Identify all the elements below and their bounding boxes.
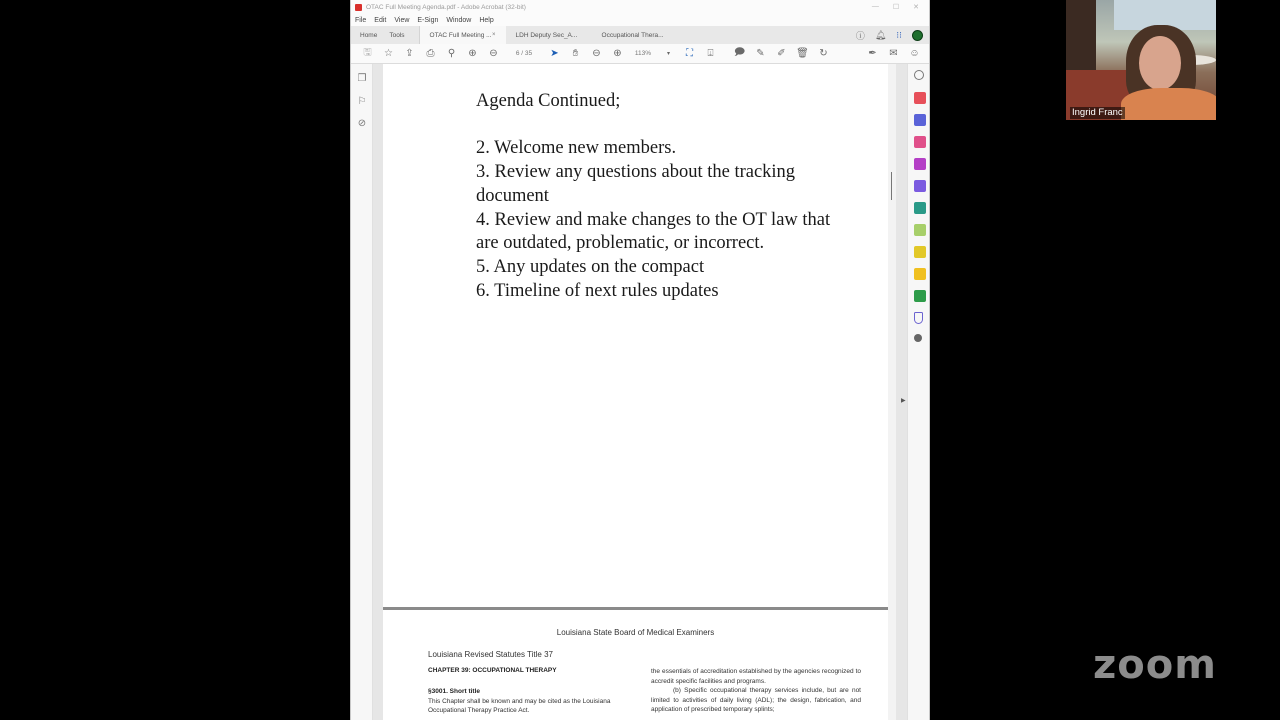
menu-view[interactable]: View (394, 16, 410, 24)
help-icon[interactable]: ⓘ (855, 31, 865, 41)
share-user-icon[interactable]: ☺ (909, 48, 920, 59)
minimize-button[interactable]: — (871, 3, 879, 10)
tab-ldh-deputy[interactable]: LDH Deputy Sec_A... (515, 31, 578, 39)
page-header: Louisiana State Board of Medical Examiners (556, 628, 715, 637)
acrobat-window (350, 0, 930, 720)
agenda-heading: Agenda Continued; (476, 91, 621, 111)
right-column-text: the essentials of accreditation established by the agencies recognized to accredit specific facilities and programs. (b) Specific occupational therapy services include, but are not limited to activities of daily living (ADL); the design, fabrication, and application of prescribed temporary splints; (651, 668, 861, 714)
zoom-out-icon[interactable]: ⊖ (592, 48, 601, 59)
tab-bar (351, 26, 929, 44)
edit-pdf-icon[interactable] (914, 202, 926, 214)
zoom-level-dropdown[interactable]: 113% (634, 50, 652, 57)
tab-label: OTAC Full Meeting ... (429, 31, 492, 39)
comment-icon[interactable]: 🗩 (733, 47, 746, 58)
next-page-icon[interactable]: ⊖ (489, 48, 498, 59)
comment-tool-icon[interactable] (914, 268, 926, 280)
close-tab-icon[interactable]: × (492, 32, 496, 38)
menu-window[interactable]: Window (446, 16, 472, 24)
participant-face (1139, 36, 1181, 90)
request-signature-icon[interactable] (914, 158, 926, 170)
organize-pages-icon[interactable] (914, 136, 926, 148)
protect-shield-icon[interactable] (914, 312, 923, 324)
tab-otac-agenda[interactable] (420, 26, 506, 44)
pdf-page-7 (383, 610, 888, 720)
section-heading: §3001. Short title (428, 688, 481, 695)
main-toolbar (351, 44, 929, 64)
vertical-scrollbar[interactable] (888, 64, 896, 720)
fill-sign-icon[interactable] (914, 180, 926, 192)
print-production-icon[interactable] (914, 290, 926, 302)
video-background-shelf (1066, 0, 1096, 80)
upload-cloud-icon[interactable]: ⇪ (405, 48, 414, 59)
document-viewport[interactable] (373, 64, 908, 720)
scan-ocr-icon[interactable] (914, 246, 926, 258)
bookmark-icon[interactable]: ⚐ (357, 96, 367, 107)
acrobat-icon (355, 4, 362, 11)
agenda-item: 3. Review any questions about the tracking document (476, 162, 796, 206)
page-thumbnails-icon[interactable]: ❐ (357, 73, 367, 84)
left-navigation-rail (351, 64, 373, 720)
save-icon[interactable]: 🖫︎ (363, 47, 372, 58)
close-button[interactable]: ✕ (913, 4, 919, 11)
highlight-pen-icon[interactable]: ✎ (756, 48, 765, 59)
attachment-icon[interactable]: ⊘ (357, 118, 367, 129)
menu-bar (351, 14, 929, 26)
participant-body (1121, 88, 1216, 120)
scrollbar-thumb[interactable] (891, 172, 892, 200)
statute-title: Louisiana Revised Statutes Title 37 (428, 650, 553, 659)
zoom-in-icon[interactable]: ⊕ (613, 48, 622, 59)
title-bar (351, 0, 929, 14)
tab-occupational-therapy[interactable]: Occupational Thera... (601, 31, 664, 39)
participant-video[interactable] (1066, 0, 1216, 120)
tools-rail (907, 64, 930, 720)
pdf-page-6 (383, 64, 888, 607)
bell-icon[interactable]: 🔔︎ (874, 30, 887, 40)
agenda-item: 5. Any updates on the compact (476, 256, 705, 277)
agenda-item: 2. Welcome new members. (476, 138, 677, 159)
tab-home[interactable]: Home (360, 31, 378, 39)
agenda-item: 4. Review and make changes to the OT law that are outdated, problematic, or incorrect. (476, 209, 831, 254)
scroll-mode-icon[interactable]: ⍗ (707, 48, 714, 59)
menu-edit[interactable]: Edit (374, 16, 387, 24)
hand-tool-icon[interactable]: ✋︎ (572, 48, 579, 59)
create-pdf-icon[interactable] (914, 92, 926, 104)
compress-icon[interactable] (914, 224, 926, 236)
collapse-right-panel-icon[interactable]: ▶ (901, 398, 906, 404)
previous-page-icon[interactable]: ⊕ (468, 48, 477, 59)
zoom-logo: zoom (1093, 642, 1217, 688)
agenda-text (476, 90, 856, 303)
user-avatar[interactable] (912, 30, 923, 41)
zoom-search-icon[interactable] (914, 70, 924, 80)
menu-help[interactable]: Help (479, 16, 494, 24)
agenda-item: 6. Timeline of next rules updates (476, 280, 719, 301)
section-body: This Chapter shall be known and may be cited as the Louisiana Occupational Therapy Practice Act. (428, 698, 611, 714)
window-title: OTAC Full Meeting Agenda.pdf - Adobe Acrobat (32-bit) (366, 3, 526, 11)
rotate-icon[interactable]: ↻ (819, 48, 828, 59)
delete-icon[interactable]: 🗑︎ (796, 48, 809, 59)
select-cursor-icon[interactable]: ➤ (550, 48, 559, 59)
email-icon[interactable]: ✉ (889, 48, 898, 59)
maximize-button[interactable]: ☐ (892, 4, 900, 11)
search-icon[interactable]: ⚲ (447, 48, 456, 59)
menu-esign[interactable]: E-Sign (417, 16, 439, 24)
page-number-field[interactable]: 6 / 35 (515, 50, 533, 57)
chevron-down-icon[interactable]: ▾ (666, 51, 670, 57)
participant-name-label: Ingrid Franc (1072, 107, 1123, 118)
star-icon[interactable]: ☆ (384, 48, 393, 59)
export-pdf-icon[interactable] (914, 114, 926, 126)
sign-icon[interactable]: ✒ (868, 48, 877, 59)
fit-page-icon[interactable]: ⛶ (686, 48, 693, 59)
draw-icon[interactable]: ✐ (777, 48, 786, 59)
chapter-heading: CHAPTER 39: OCCUPATIONAL THERAPY (428, 667, 557, 674)
print-icon[interactable]: ⎙ (426, 48, 435, 59)
tab-tools[interactable]: Tools (385, 26, 419, 44)
menu-file[interactable]: File (355, 16, 367, 24)
apps-grid-icon[interactable]: ⁝⁝ (896, 30, 902, 40)
more-tools-icon[interactable] (914, 334, 922, 342)
